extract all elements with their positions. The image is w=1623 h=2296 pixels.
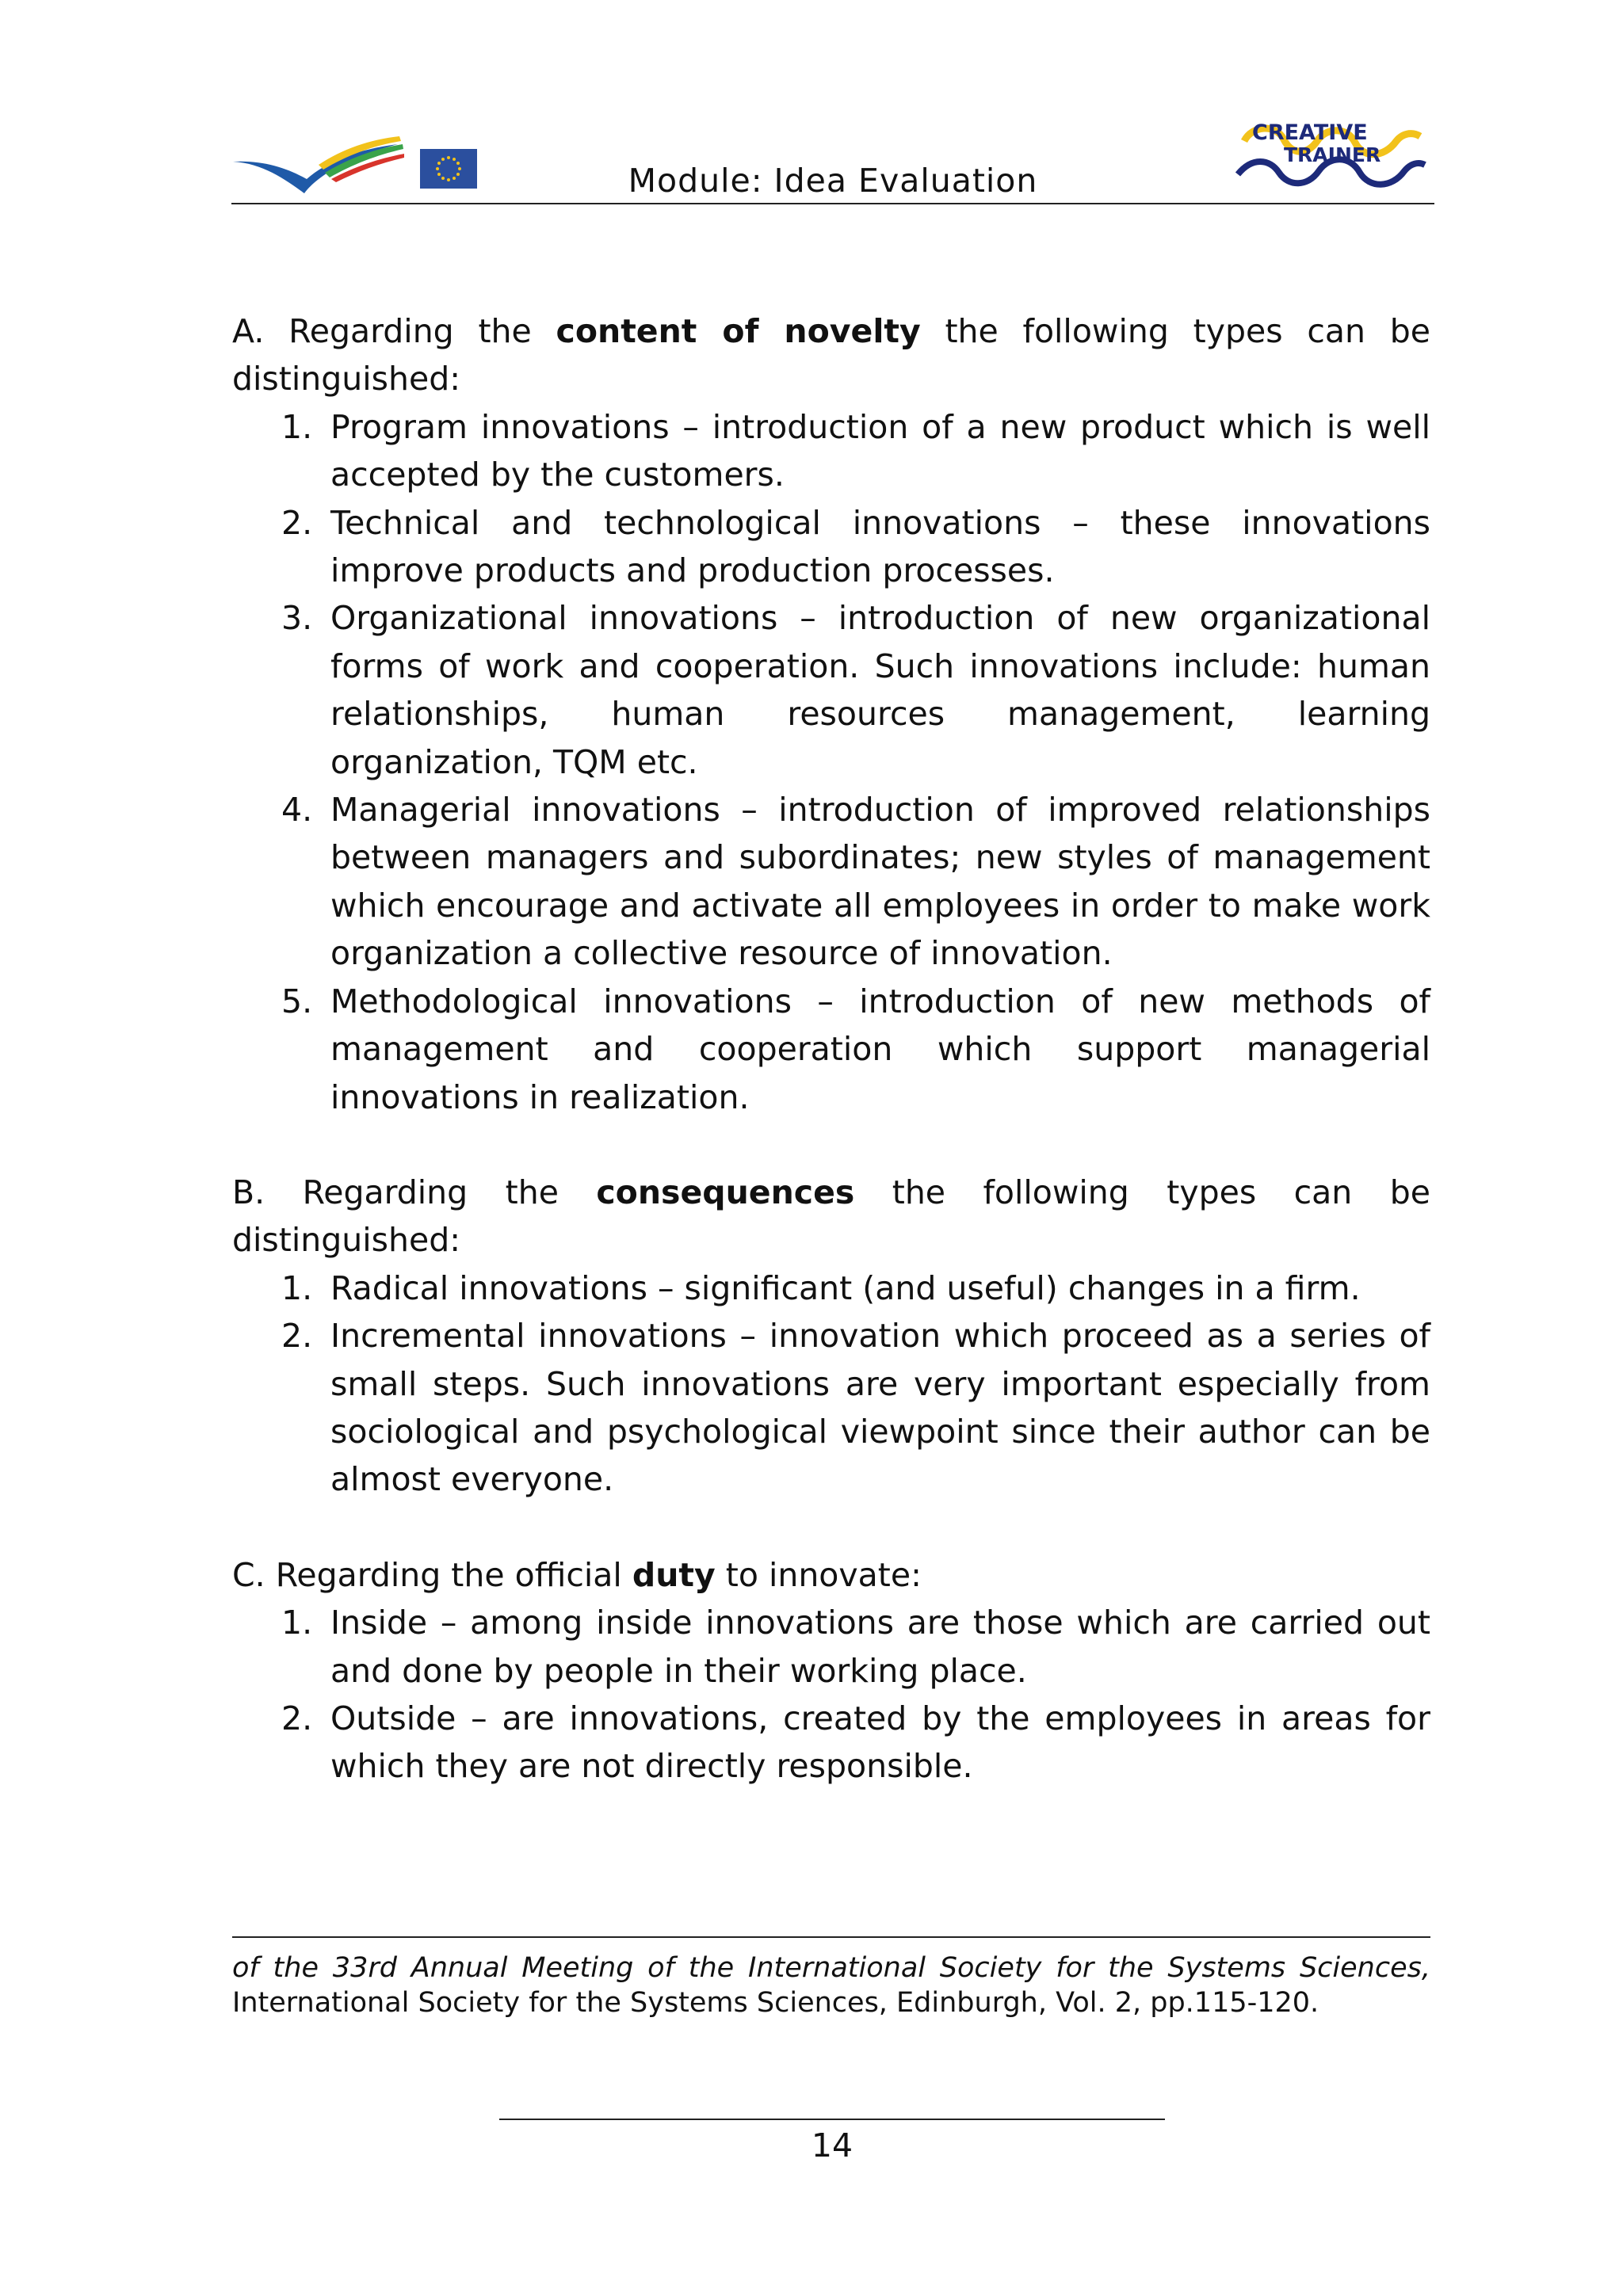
module-title: Module: Idea Evaluation: [628, 162, 1038, 200]
logo-text-trainer: TRAINER: [1284, 143, 1381, 166]
section-a-heading: A. Regarding the content of novelty the following types can be distinguished:: [232, 312, 1431, 399]
list-item: 2. Incremental innovations – innovation which proceed as a series of small steps. Such innovations are very important especially from sociological and psychological viewpoint since their author can be almost everyone.: [281, 1317, 1430, 1499]
section-c-list: [232, 1599, 1430, 1791]
list-item: 1. Program innovations – introduction of a new product which is well accepted by the customers.: [281, 407, 1430, 494]
list-item: 1. Radical innovations – significant (and useful) changes in a firm.: [281, 1268, 1361, 1307]
footnote-line-1: of the 33rd Annual Meeting of the International Society for the Systems Sciences,: [232, 1952, 1430, 1984]
list-item: 5. Methodological innovations – introduction of new methods of management and cooperation which support managerial innovations in realization.: [281, 982, 1430, 1116]
section-c-heading: C. Regarding the official duty to innovate:: [232, 1555, 922, 1594]
section-b-heading: B. Regarding the consequences the following types can be distinguished:: [232, 1173, 1430, 1260]
header-divider: [231, 203, 1434, 204]
footnote-divider: [232, 1936, 1430, 1938]
spacer: [232, 1504, 1430, 1551]
page-number: 14: [811, 2126, 854, 2164]
main-content: [232, 307, 1430, 1791]
creative-trainer-logo-icon: [1228, 109, 1426, 198]
list-item: 4. Managerial innovations – introduction of improved relationships between managers and subordinates; new styles of management which encourage and activate all employees in order to make work organization a collective resource of innovation.: [281, 791, 1430, 973]
section-b-keyword: consequences: [596, 1173, 855, 1211]
footnote: [232, 1951, 1430, 2020]
list-item: 3. Organizational innovations – introduction of new organizational forms of work and cooperation. Such innovations include: human relationships, human resources management, learning organization, TQM etc.: [281, 599, 1430, 781]
footnote-line-2: International Society for the Systems Sciences, Edinburgh, Vol. 2, pp.115-120.: [232, 1987, 1319, 2019]
list-item: 1. Inside – among inside innovations are those which are carried out and done by people in their working place.: [281, 1604, 1430, 1690]
section-b-list: [232, 1264, 1430, 1504]
spacer: [232, 1121, 1430, 1169]
section-c-keyword: duty: [632, 1555, 716, 1594]
page-number-divider: [499, 2119, 1165, 2120]
section-a-keyword: content of novelty: [556, 312, 921, 350]
list-item: 2. Outside – are innovations, created by the employees in areas for which they are not directly responsible.: [281, 1699, 1430, 1786]
list-item: 2. Technical and technological innovations – these innovations improve products and production processes.: [281, 503, 1430, 590]
logo-text-creative: CREATIVE: [1252, 120, 1368, 145]
page-header: [231, 119, 1434, 204]
section-a-list: [232, 403, 1430, 1121]
